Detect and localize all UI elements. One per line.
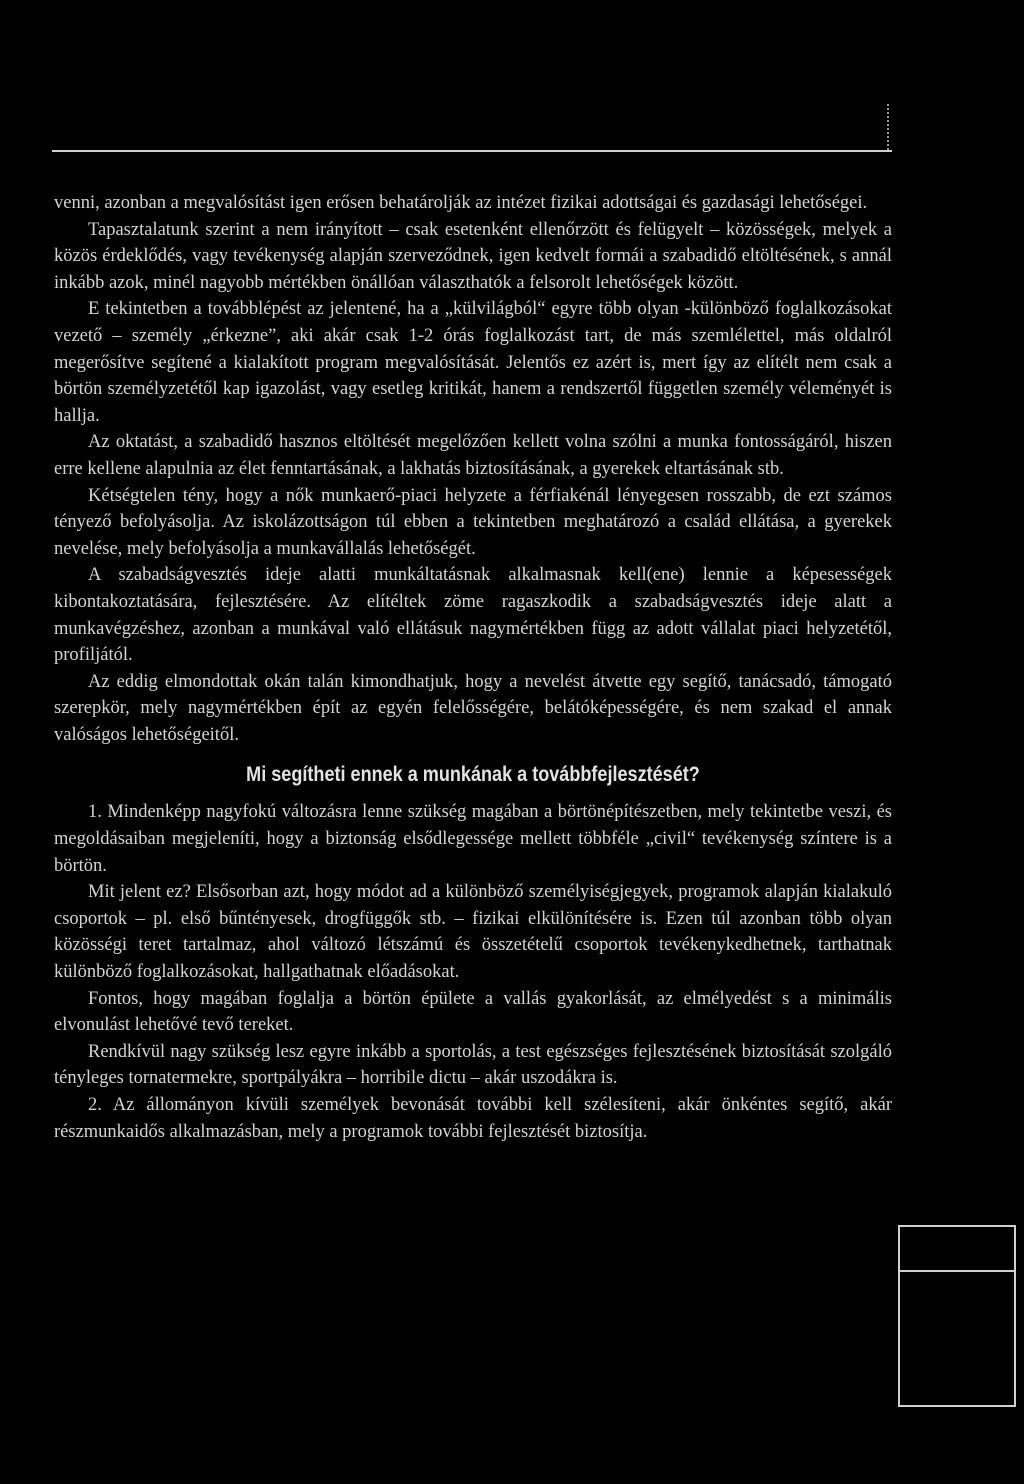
header-rule: [52, 150, 892, 152]
margin-mark: [887, 104, 889, 150]
paragraph: 2. Az állományon kívüli személyek bevonását további kell szélesíteni, akár önkéntes segítő, akár részmunkaidős alkalmazásban, mely a programok további fejlesztését biztosítja.: [54, 1095, 892, 1142]
paragraph: Mit jelent ez? Elsősorban azt, hogy módot ad a különböző személyiségjegyek, programok alapján kialakuló csoportok – pl. első bűntényesek, drogfüggők stb. – fizikai elkülönítésére is. Ezen túl azonban több olyan közösségi teret tartalmaz, ahol változó létszámú és összetételű csoportok tevékenykedhetnek, tarthatnak különböző foglalkozásokat, hallgathatnak előadásokat.: [54, 882, 892, 983]
section-heading: Mi segítheti ennek a munkának a továbbfejlesztését?: [246, 763, 700, 787]
paragraph: Rendkívül nagy szükség lesz egyre inkább a sportolás, a test egészséges fejlesztésének biztosítását szolgáló tényleges tornatermekre, sportpályákra – horribile dictu – akár uszodákra is.: [54, 1041, 892, 1089]
paragraph: Kétségtelen tény, hogy a nők munkaerő-piaci helyzete a férfiakénál lényegesen rosszabb, de ezt számos tényező befolyásolja. Az iskolázottságon túl ebben a tekintetben meghatározó a család ellátása, a gyerekek nevelése, mely befolyásolja a munkavállalás lehetőségét.: [54, 485, 892, 559]
paragraph: A szabadságvesztés ideje alatti munkáltatásnak alkalmasnak kell(ene) lennie a képesességek kibontakoztatására, fejlesztésére. Az elítéltek zöme ragaszkodik a szabadságvesztés ideje alatt a munkavégzéshez, azonban a munkával való ellátásuk nagymértékben függ az adott vállalat piaci helyzetétől, profiljától.: [54, 565, 892, 666]
page-body: [54, 190, 892, 1145]
paragraph: Az oktatást, a szabadidő hasznos eltöltését megelőzően kellett volna szólni a munka fontosságáról, hiszen erre kellene alapulnia az élet fenntartásának, a lakhatás biztosításának, a gyerekek eltartásának stb.: [54, 432, 892, 479]
paragraph-continued: venni, azonban a megvalósítást igen erősen behatárolják az intézet fizikai adottságai és gazdasági lehetőségei.: [54, 193, 868, 213]
paragraph: Fontos, hogy magában foglalja a börtön épülete a vallás gyakorlását, az elmélyedést s a minimális elvonulást lehetővé tevő tereket.: [54, 988, 892, 1036]
paragraph: Az eddig elmondottak okán talán kimondhatjuk, hogy a nevelést átvette egy segítő, tanácsadó, támogató szerepkör, mely nagymértékben épít az egyén felelősségére, belátóképességére, és nem szakad el annak valóságos lehetőségeitől.: [54, 671, 892, 745]
paragraph: E tekintetben a továbblépést az jelentené, ha a „külvilágból“ egyre több olyan -különböző foglalkozásokat vezető – személy „érkezne”, aki akár csak 1-2 órás foglalkozást tart, de más szemlélettel, más oldalról megerősítve segítené a kialakított program megvalósítását. Jelentős ez azért is, mert így az elítélt nem csak a börtön személyzetétől kap igazolást, vagy esetleg kritikát, hanem a rendszertől független személy véleményét is hallja.: [54, 299, 892, 426]
margin-box: [898, 1225, 1016, 1407]
paragraph: Tapasztalatunk szerint a nem irányított – csak esetenként ellenőrzött és felügyelt – közösségek, melyek a közös érdeklődés, vagy tevékenység alapján szerveződnek, igen kedvelt formái a szabadidő eltöltésének, s annál inkább azok, minél nagyobb mértékben önállóan választhatók a felsorolt lehetőségek között.: [54, 219, 892, 293]
paragraph: 1. Mindenképp nagyfokú változásra lenne szükség magában a börtönépítészetben, mely tekintetbe veszi, és megoldásaiban megjeleníti, hogy a biztonság elsődlegessége mellett többféle „civil“ tevékenység színtere is a börtön.: [54, 802, 892, 876]
margin-box-rule: [898, 1270, 1016, 1272]
